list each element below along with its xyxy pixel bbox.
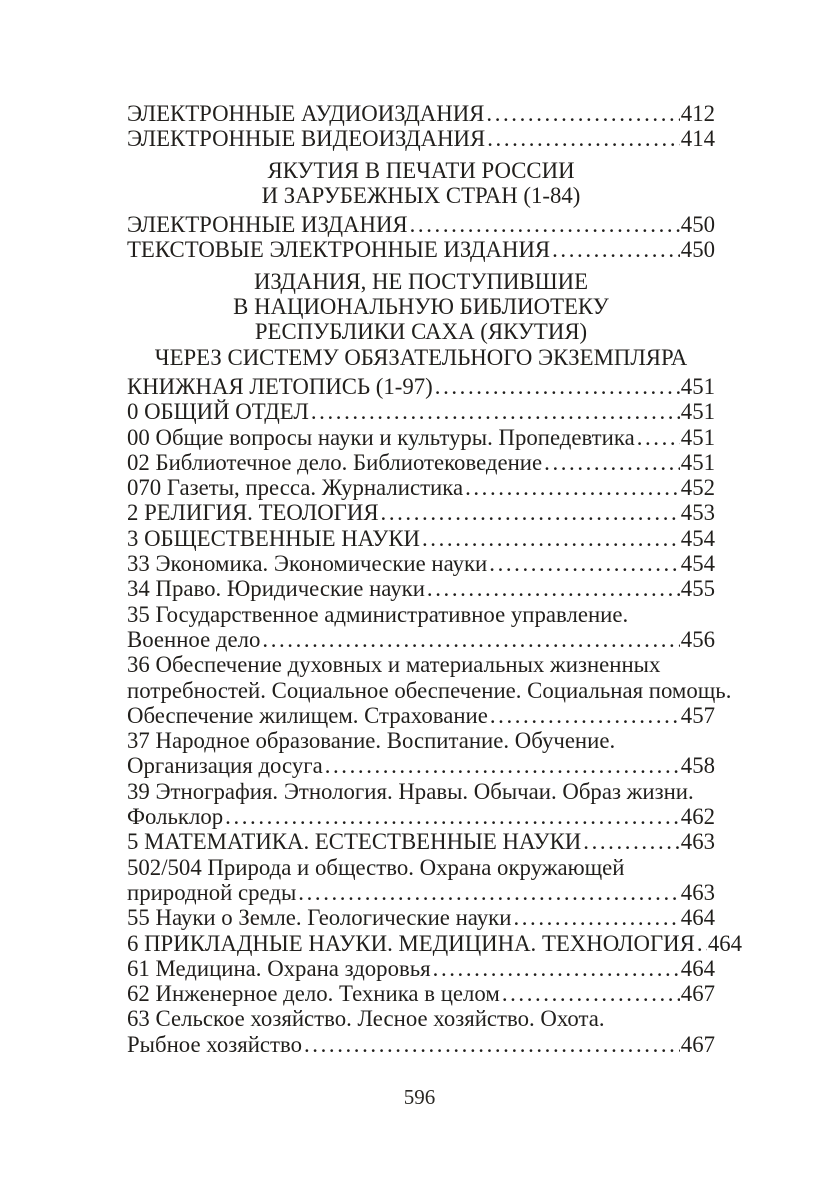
page-footer xyxy=(0,1085,839,1110)
dot-leader xyxy=(489,551,680,576)
toc-entry-text: 0 ОБЩИЙ ОТДЕЛ xyxy=(127,399,309,425)
toc-entry xyxy=(127,237,715,262)
toc-entry-text: 3 ОБЩЕСТВЕННЫЕ НАУКИ xyxy=(127,525,420,551)
toc-page-number: 464 xyxy=(680,955,715,981)
toc-entry-row xyxy=(127,956,715,981)
toc-entry xyxy=(127,829,715,854)
toc-entry xyxy=(127,1006,715,1057)
toc-entry xyxy=(127,374,715,399)
toc-entry-text: 61 Медицина. Охрана здоровья xyxy=(127,955,431,981)
toc-entry xyxy=(127,652,732,728)
dot-leader xyxy=(325,753,680,778)
toc-entry xyxy=(127,126,715,151)
toc-entry-text: 35 Государственное административное управление. xyxy=(127,601,629,627)
section-heading-line: ИЗДАНИЯ, НЕ ПОСТУПИВШИЕ xyxy=(253,268,589,294)
toc-entry xyxy=(127,930,743,956)
toc-entry xyxy=(127,602,715,653)
toc-entry xyxy=(127,855,715,906)
toc-entry-row xyxy=(127,399,715,424)
toc-entry xyxy=(127,475,715,500)
toc-entry-row xyxy=(127,804,715,829)
section-heading-line: ЯКУТИЯ В ПЕЧАТИ РОССИИ xyxy=(267,157,575,183)
toc-entry-text: 6 ПРИКЛАДНЫЕ НАУКИ. МЕДИЦИНА. ТЕХНОЛОГИЯ xyxy=(127,930,695,956)
toc-entry-text: Военное дело xyxy=(127,626,261,652)
toc-page-number: 451 xyxy=(680,399,715,425)
toc-entry xyxy=(127,500,715,525)
toc-page-number: 463 xyxy=(680,829,715,855)
toc-entry-text: Рыбное хозяйство xyxy=(127,1031,302,1057)
toc-entry-text: Обеспечение жилищем. Страхование xyxy=(127,702,488,728)
toc-page-number: 414 xyxy=(680,126,715,152)
section-heading xyxy=(127,158,715,209)
toc-page-number: 464 xyxy=(707,930,743,956)
section-heading-line: РЕСПУБЛИКИ САХА (ЯКУТИЯ) xyxy=(254,319,588,345)
toc-entry-row xyxy=(127,981,715,1006)
dot-leader xyxy=(513,905,679,930)
dot-leader xyxy=(427,576,680,601)
toc-page-number: 451 xyxy=(680,373,715,399)
page-number: 596 xyxy=(403,1085,436,1109)
toc-entry-row xyxy=(127,905,715,930)
dot-leader xyxy=(697,931,707,956)
toc-entry-text: 5 МАТЕМАТИКА. ЕСТЕСТВЕННЫЕ НАУКИ xyxy=(127,829,582,855)
dot-leader xyxy=(311,399,680,424)
dot-leader xyxy=(381,500,680,525)
toc-entry-row xyxy=(127,627,715,652)
toc-page-number: 464 xyxy=(680,905,715,931)
toc-entry xyxy=(127,576,715,601)
toc-entry-text: Организация досуга xyxy=(127,753,323,779)
toc-entry-row xyxy=(127,880,715,905)
toc-page-number: 455 xyxy=(680,576,715,602)
section-heading xyxy=(127,269,715,370)
toc-entry-text: 39 Этнография. Этнология. Нравы. Обычаи. Образ жизни. xyxy=(127,778,694,804)
toc-entry-row xyxy=(127,1032,715,1057)
toc-entry-text: 37 Народное образование. Воспитание. Обучение. xyxy=(127,728,616,754)
toc-entry xyxy=(127,212,715,237)
toc-entry-text: ЭЛЕКТРОННЫЕ АУДИОИЗДАНИЯ xyxy=(127,101,485,126)
toc-page-number: 453 xyxy=(680,500,715,526)
toc-entry xyxy=(127,779,715,830)
dot-leader xyxy=(262,627,679,652)
toc-entry-row xyxy=(127,374,715,399)
toc-entry-text: 55 Науки о Земле. Геологические науки xyxy=(127,905,512,931)
toc-entry xyxy=(127,905,715,930)
toc-entry xyxy=(127,956,715,981)
toc-page-number: 450 xyxy=(680,212,715,238)
toc-page-number: 454 xyxy=(680,525,715,551)
toc-page-number: 458 xyxy=(680,753,715,779)
toc-entry xyxy=(127,425,715,450)
toc-entry-text: 34 Право. Юридические науки xyxy=(127,576,425,602)
toc-entry-row xyxy=(127,237,715,262)
toc-page-number: 467 xyxy=(680,1031,715,1057)
dot-leader xyxy=(487,126,680,151)
toc-page-number: 456 xyxy=(680,626,715,652)
toc-entry xyxy=(127,101,715,126)
toc-entry-text: природной среды xyxy=(127,879,297,905)
dot-leader xyxy=(552,237,680,262)
toc-entry-row xyxy=(127,500,715,525)
toc-entry-text: 36 Обеспечение духовных и материальных жизненных xyxy=(127,652,661,678)
toc-page-number: 412 xyxy=(680,101,715,126)
toc-entry-text: 33 Экономика. Экономические науки xyxy=(127,551,488,577)
dot-leader xyxy=(422,526,680,551)
dot-leader xyxy=(304,1032,680,1057)
toc-entry-row xyxy=(127,475,715,500)
toc-page-number: 463 xyxy=(680,879,715,905)
toc-entry-row xyxy=(127,753,715,778)
toc-entry-row xyxy=(127,212,715,237)
table-of-contents xyxy=(127,101,743,1057)
toc-entry-text: ЭЛЕКТРОННЫЕ ВИДЕОИЗДАНИЯ xyxy=(127,126,486,152)
toc-entry-row xyxy=(127,101,715,126)
toc-page-number: 450 xyxy=(680,237,715,263)
toc-entry-text: 502/504 Природа и общество. Охрана окружающей xyxy=(127,854,625,880)
toc-entry-text: 62 Инженерное дело. Техника в целом xyxy=(127,981,500,1007)
dot-leader xyxy=(465,475,680,500)
toc-entry-text: 2 РЕЛИГИЯ. ТЕОЛОГИЯ xyxy=(127,500,379,526)
toc-entry-row xyxy=(127,576,715,601)
toc-entry-row xyxy=(127,930,743,956)
toc-entry xyxy=(127,551,715,576)
dot-leader xyxy=(637,425,680,450)
toc-entry-text: потребностей. Социальное обеспечение. Социальная помощь. xyxy=(127,677,732,703)
dot-leader xyxy=(433,956,680,981)
toc-entry-row xyxy=(127,703,715,728)
toc-page-number: 452 xyxy=(680,475,715,501)
dot-leader xyxy=(298,880,680,905)
toc-entry-row xyxy=(127,450,715,475)
toc-page-number: 451 xyxy=(680,449,715,475)
toc-entry xyxy=(127,981,715,1006)
toc-entry-text: 070 Газеты, пресса. Журналистика xyxy=(127,475,464,501)
toc-entry xyxy=(127,450,715,475)
section-heading-line: В НАЦИОНАЛЬНУЮ БИБЛИОТЕКУ xyxy=(233,294,609,320)
dot-leader xyxy=(583,829,680,854)
dot-leader xyxy=(435,374,680,399)
dot-leader xyxy=(490,703,680,728)
dot-leader xyxy=(486,101,679,126)
toc-page-number: 451 xyxy=(680,424,715,450)
toc-entry-text: 00 Общие вопросы науки и культуры. Пропедевтика xyxy=(127,424,635,450)
dot-leader xyxy=(225,804,680,829)
toc-entry xyxy=(127,526,715,551)
toc-entry-row xyxy=(127,526,715,551)
toc-page-number: 457 xyxy=(680,702,715,728)
dot-leader xyxy=(502,981,680,1006)
toc-entry xyxy=(127,728,715,779)
toc-entry-text: КНИЖНАЯ ЛЕТОПИСЬ (1-97) xyxy=(127,373,433,399)
toc-entry-row xyxy=(127,425,715,450)
dot-leader xyxy=(410,212,680,237)
toc-entry-text: ЭЛЕКТРОННЫЕ ИЗДАНИЯ xyxy=(127,212,408,238)
toc-entry-text: Фольклор xyxy=(127,804,224,830)
toc-page-number: 462 xyxy=(680,804,715,830)
dot-leader xyxy=(544,450,680,475)
toc-entry-row xyxy=(127,829,715,854)
toc-page-number: 467 xyxy=(680,981,715,1007)
toc-entry-row xyxy=(127,126,715,151)
section-heading-line: И ЗАРУБЕЖНЫХ СТРАН (1-84) xyxy=(261,182,581,208)
toc-page-number: 454 xyxy=(680,551,715,577)
toc-entry xyxy=(127,399,715,424)
toc-entry-text: ТЕКСТОВЫЕ ЭЛЕКТРОННЫЕ ИЗДАНИЯ xyxy=(127,237,551,263)
toc-entry-text: 02 Библиотечное дело. Библиотековедение xyxy=(127,449,543,475)
section-heading-line: ЧЕРЕЗ СИСТЕМУ ОБЯЗАТЕЛЬНОГО ЭКЗЕМПЛЯРА xyxy=(154,344,688,370)
toc-entry-text: 63 Сельское хозяйство. Лесное хозяйство. Охота. xyxy=(127,1006,605,1032)
toc-entry-row xyxy=(127,551,715,576)
